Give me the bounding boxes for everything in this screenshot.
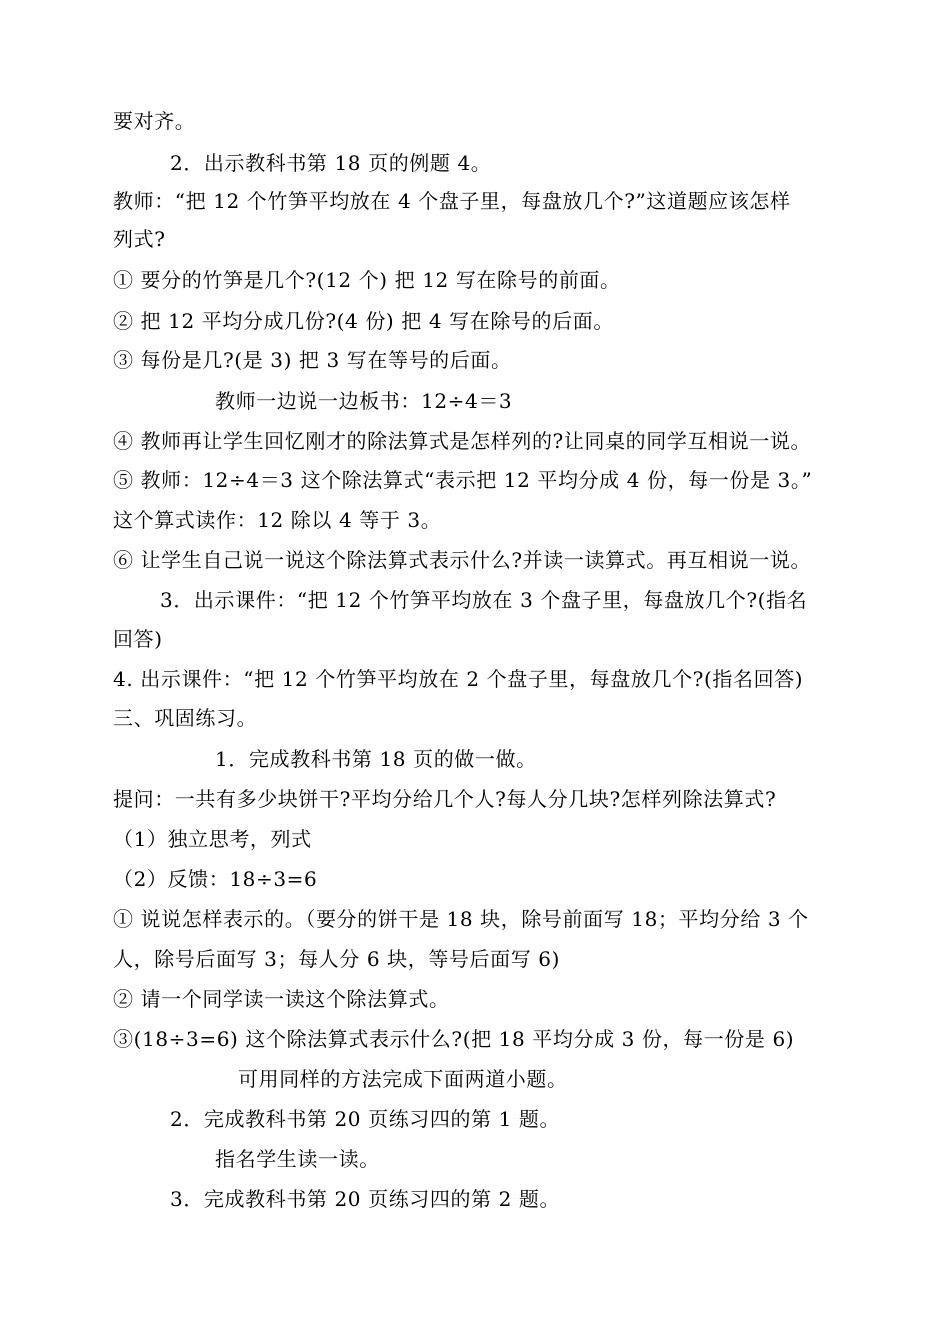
text-line: ① 要分的竹笋是几个?(12 个) 把 12 写在除号的前面。: [113, 268, 621, 292]
text-line: ⑥ 让学生自己说一说这个除法算式表示什么?并读一读算式。再互相说一说。: [113, 548, 812, 572]
text-line: ④ 教师再让学生回忆刚才的除法算式是怎样列的?让同桌的同学互相说一说。: [113, 429, 812, 453]
text-line: ③(18÷3=6) 这个除法算式表示什么?(把 18 平均分成 3 份，每一份是 6): [113, 1027, 795, 1051]
text-line: 4. 出示课件：“把 12 个竹笋平均放在 2 个盘子里，每盘放几个?(指名回答): [113, 667, 804, 691]
text-line: 2．出示教科书第 18 页的例题 4。: [170, 151, 492, 175]
text-line: ⑤ 教师：12÷4＝3 这个除法算式“表示把 12 平均分成 4 份，每一份是 3。”: [113, 468, 813, 492]
text-line: 3．出示课件：“把 12 个竹笋平均放在 3 个盘子里，每盘放几个?(指名: [160, 588, 808, 612]
text-line: （2）反馈：18÷3=6: [113, 867, 318, 891]
text-line: ① 说说怎样表示的。（要分的饼干是 18 块，除号前面写 18；平均分给 3 个: [113, 907, 809, 931]
text-line: 回答): [113, 627, 163, 651]
text-line: 要对齐。: [113, 109, 196, 133]
text-line: 2．完成教科书第 20 页练习四的第 1 题。: [170, 1107, 561, 1131]
text-line: 1．完成教科书第 18 页的做一做。: [215, 747, 537, 771]
text-line: 教师一边说一边板书：12÷4＝3: [215, 389, 513, 413]
text-line: 这个算式读作：12 除以 4 等于 3。: [113, 508, 442, 532]
text-line: 教师：“把 12 个竹笋平均放在 4 个盘子里，每盘放几个?”这道题应该怎样: [113, 189, 791, 213]
text-line: 列式?: [113, 227, 166, 251]
text-line: ② 把 12 平均分成几份?(4 份) 把 4 写在除号的后面。: [113, 309, 614, 333]
text-line: ② 请一个同学读一读这个除法算式。: [113, 987, 450, 1011]
text-line: 3．完成教科书第 20 页练习四的第 2 题。: [170, 1187, 561, 1211]
text-line: 提问：一共有多少块饼干?平均分给几个人?每人分几块?怎样列除法算式?: [113, 787, 777, 811]
text-line: 人，除号后面写 3；每人分 6 块，等号后面写 6): [113, 947, 561, 971]
text-line: 指名学生读一读。: [215, 1147, 380, 1171]
section-heading: 三、巩固练习。: [113, 706, 258, 730]
text-line: （1）独立思考，列式: [113, 827, 312, 851]
text-line: 可用同样的方法完成下面两道小题。: [238, 1067, 568, 1091]
text-line: ③ 每份是几?(是 3) 把 3 写在等号的后面。: [113, 348, 512, 372]
